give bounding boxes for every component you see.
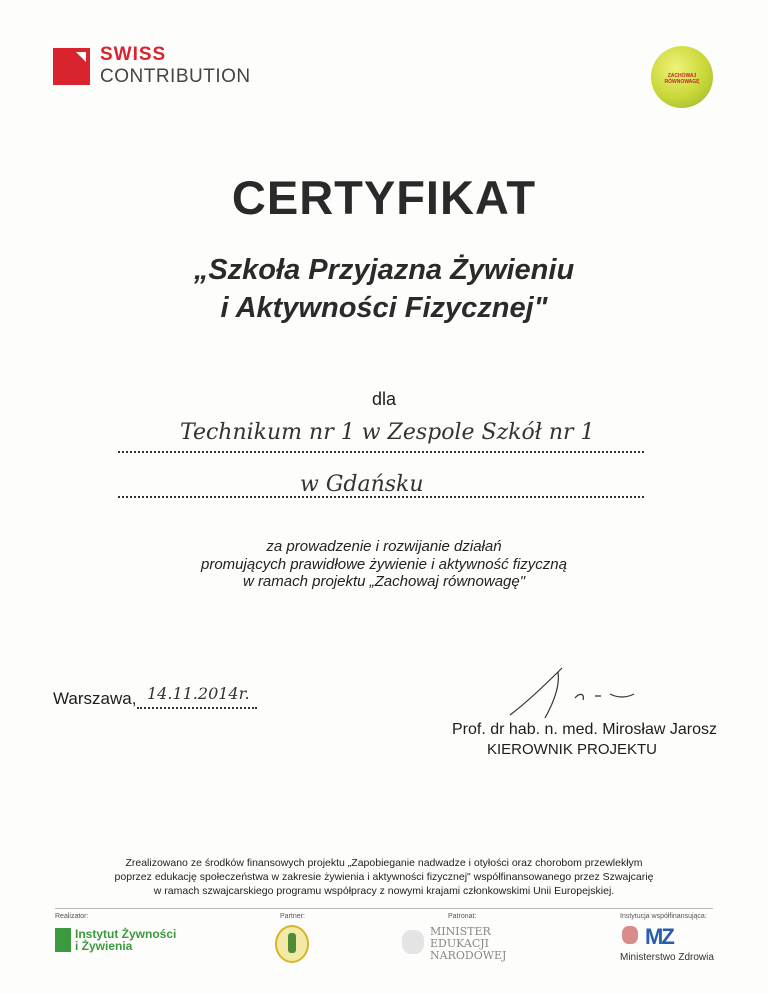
izz-logo-icon [55, 928, 71, 952]
dotted-line-1 [118, 451, 644, 453]
footer-text-line3: w ramach szwajcarskiego programu współpracy z nowymi krajami członkowskimi Unii Europejskiej. [153, 885, 615, 897]
signer-name: Prof. dr hab. n. med. Mirosław Jarosz [452, 721, 717, 738]
ministerstwo-zdrowia-label: Ministerstwo Zdrowia [620, 952, 714, 963]
polish-eagle-icon [402, 930, 424, 954]
dotted-line-2 [118, 496, 644, 498]
minister-edukacji-logo [430, 926, 506, 962]
body-text-line2: promujących prawidłowe żywienie i aktywność fizyczną [201, 556, 567, 573]
footer-text-line1: Zrealizowano ze środków finansowych projektu „Zapobieganie nadwadze i otyłości oraz chorobom przewlekłym [125, 857, 643, 869]
izz-logo-line1: Instytut Żywności [75, 927, 177, 941]
certificate-title: CERTYFIKAT [231, 171, 537, 224]
footer-divider [55, 908, 713, 909]
izz-logo-line2: i Żywienia [75, 939, 133, 953]
for-label: dla [371, 389, 397, 409]
place-label: Warszawa, [53, 689, 137, 708]
zachowaj-rownowage-logo [651, 46, 713, 108]
mz-logo: MZ [645, 924, 673, 949]
zachowaj-rownowage-logo-text: ZACHOWAJ RÓWNOWAGĘ [664, 73, 700, 85]
swiss-contribution-flag-icon [53, 48, 90, 85]
body-text-line3: w ramach projektu „Zachowaj równowagę" [242, 573, 526, 590]
handwritten-signature [500, 660, 640, 720]
instytucja-label: Instytucja współfinansująca: [620, 913, 707, 920]
minister-line3: NARODOWEJ [430, 949, 507, 962]
recipient-handwritten-line2: w Gdańsku [300, 472, 424, 497]
polish-eagle-icon-2 [622, 926, 638, 944]
partner-label: Partner: [280, 913, 305, 920]
minister-line2: EDUKACJI [430, 937, 490, 950]
recipient-handwritten-line1: Technikum nr 1 w Zespole Szkół nr 1 [180, 420, 595, 445]
certificate-subtitle-line2: i Aktywności Fizycznej" [220, 292, 548, 324]
swiss-logo-line1: SWISS [100, 44, 167, 65]
footer-text-line2: poprzez edukację społeczeństwa w zakresie żywienia i aktywności fizycznej" współfinansowanego przez Szwajcarię [114, 871, 654, 883]
signer-role: KIEROWNIK PROJEKTU [487, 741, 658, 758]
certificate-subtitle-line1: „Szkoła Przyjazna Żywieniu [193, 254, 575, 286]
partner-figure-icon [288, 933, 296, 953]
date-handwritten: 14.11.2014r. [147, 684, 250, 703]
swiss-logo-line2: CONTRIBUTION [100, 66, 251, 87]
partner-logo-icon [275, 925, 309, 963]
minister-line1: MINISTER [430, 925, 491, 938]
izz-logo-text [75, 928, 176, 952]
body-text-line1: za prowadzenie i rozwijanie działań [266, 538, 502, 555]
realizator-label: Realizator: [55, 913, 89, 920]
patronat-label: Patronat: [448, 913, 477, 920]
date-dotted-line [137, 707, 257, 709]
